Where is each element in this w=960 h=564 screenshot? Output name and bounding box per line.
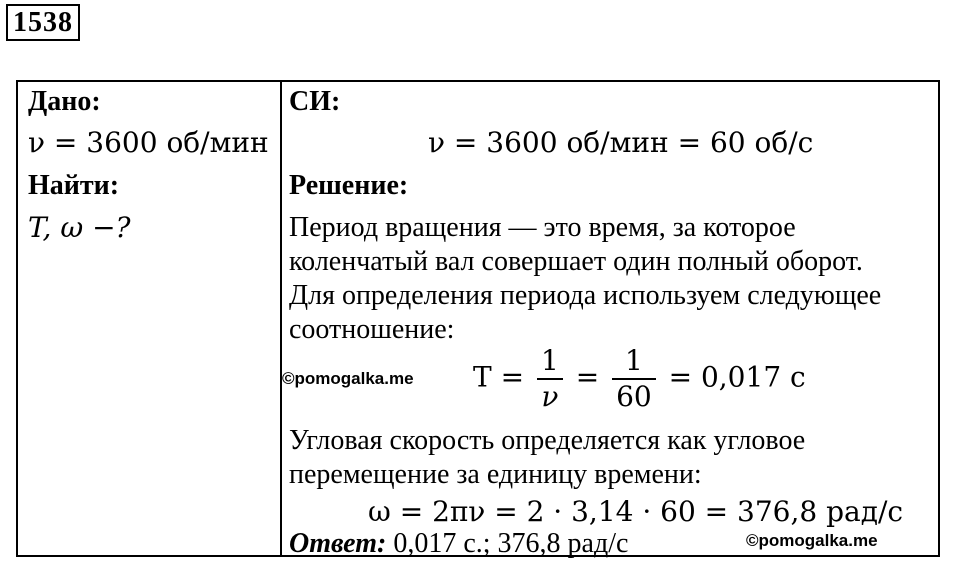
problem-number: 1538 (6, 4, 80, 41)
fraction-denominator: ν (541, 380, 559, 413)
period-formula (473, 344, 806, 414)
solution-paragraph-line: соотношение: (289, 314, 455, 345)
answer-label: Ответ: (289, 528, 387, 559)
solution-header: Решение: (289, 170, 409, 201)
angular-velocity-formula: ω = 2πν = 2 · 3,14 · 60 = 376,8 рад/с (368, 495, 904, 528)
solution-paragraph-line: коленчатый вал совершает один полный оборот. (289, 246, 863, 277)
fraction-one-over-nu (537, 344, 563, 414)
solution-paragraph-line: перемещение за единицу времени: (289, 459, 702, 490)
fraction-numerator: 1 (612, 344, 656, 380)
formula-lhs: T = (473, 360, 525, 394)
find-header: Найти: (28, 170, 120, 201)
fraction-one-over-sixty (612, 344, 656, 414)
fraction-denominator: 60 (616, 380, 652, 413)
column-divider (280, 82, 282, 555)
solution-paragraph-line: Период вращения — это время, за которое (289, 212, 796, 243)
given-value: ν = 3600 об/мин (28, 126, 269, 159)
watermark: ©pomogalka.me (746, 531, 878, 550)
formula-equals: = (575, 360, 600, 394)
answer-text: 0,017 с.; 376,8 рад/с (386, 528, 629, 559)
solution-table (16, 80, 940, 557)
si-header: СИ: (289, 86, 341, 117)
watermark: ©pomogalka.me (282, 369, 414, 388)
solution-paragraph-line: Для определения периода используем следующее (289, 280, 882, 311)
answer-line (289, 528, 628, 560)
formula-result: = 0,017 с (668, 360, 806, 394)
si-conversion: ν = 3600 об/мин = 60 об/с (428, 126, 814, 159)
given-header: Дано: (28, 86, 101, 117)
solution-paragraph-line: Угловая скорость определяется как угловое (289, 425, 806, 456)
find-value: T, ω −? (28, 211, 131, 244)
fraction-numerator: 1 (537, 344, 563, 380)
